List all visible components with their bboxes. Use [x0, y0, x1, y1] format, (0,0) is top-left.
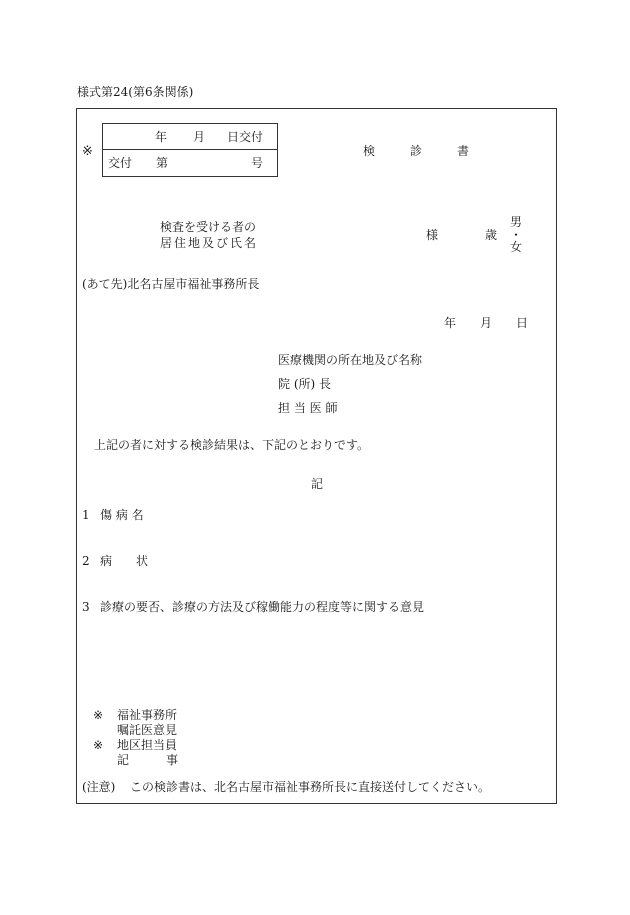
- item1-number: 1: [82, 508, 90, 522]
- addressee: (あて先)北名古屋市福祉事務所長: [82, 277, 260, 291]
- item2-label-a: 病: [100, 554, 113, 568]
- title-char-1: 検: [363, 144, 376, 158]
- note-text: この検診書は、北名古屋市福祉事務所長に直接送付してください。: [130, 780, 491, 794]
- date-year: 年: [444, 316, 457, 330]
- delivery-year: 年: [155, 130, 168, 144]
- item2-number: 2: [82, 554, 90, 568]
- delivery-day-issued: 日交付: [227, 130, 264, 144]
- delivery-month: 月: [193, 130, 206, 144]
- office-district-officer: 地区担当員: [117, 738, 178, 752]
- kome-mark: ※: [82, 144, 93, 159]
- office-record-b: 事: [166, 753, 179, 767]
- title-char-2: 診: [410, 144, 423, 158]
- institution-doctor: 担 当 医 師: [278, 401, 338, 415]
- ki-heading: 記: [311, 477, 324, 491]
- sex-separator: ・: [510, 228, 523, 242]
- office-doctor-opinion: 嘱託医意見: [117, 723, 178, 737]
- form-label: 様式第24(第6条関係): [77, 85, 194, 99]
- sex-male: 男: [510, 215, 523, 229]
- delivery-number-prefix: 第: [156, 156, 169, 170]
- age-label: 歳: [485, 228, 498, 242]
- institution-director: 院 (所) 長: [278, 377, 331, 391]
- delivery-issued-label: 交付: [108, 156, 133, 170]
- date-day: 日: [516, 316, 529, 330]
- note-label: (注意): [82, 780, 116, 794]
- item1-label: 傷 病 名: [100, 508, 144, 522]
- date-month: 月: [480, 316, 493, 330]
- item2-label-b: 状: [136, 554, 149, 568]
- sama-label: 様: [426, 228, 439, 242]
- office-welfare-office: 福祉事務所: [117, 708, 178, 722]
- statement: 上記の者に対する検診結果は、下記のとおりです。: [94, 438, 370, 452]
- item3-label: 診療の要否、診療の方法及び稼働能力の程度等に関する意見: [100, 600, 425, 614]
- delivery-number-suffix: 号: [251, 156, 264, 170]
- item3-number: 3: [82, 600, 90, 614]
- institution-location-name: 医療機関の所在地及び名称: [278, 353, 423, 367]
- sex-female: 女: [510, 240, 523, 254]
- examinee-label-line1: 検査を受ける者の: [160, 220, 257, 234]
- office-mark-1: ※: [93, 708, 104, 722]
- title-char-3: 書: [457, 144, 470, 158]
- office-record-a: 記: [117, 753, 130, 767]
- delivery-divider: [103, 149, 277, 150]
- office-mark-2: ※: [93, 738, 104, 752]
- form-frame: [76, 108, 557, 804]
- examinee-label-line2: 居住地及び氏名: [160, 236, 259, 250]
